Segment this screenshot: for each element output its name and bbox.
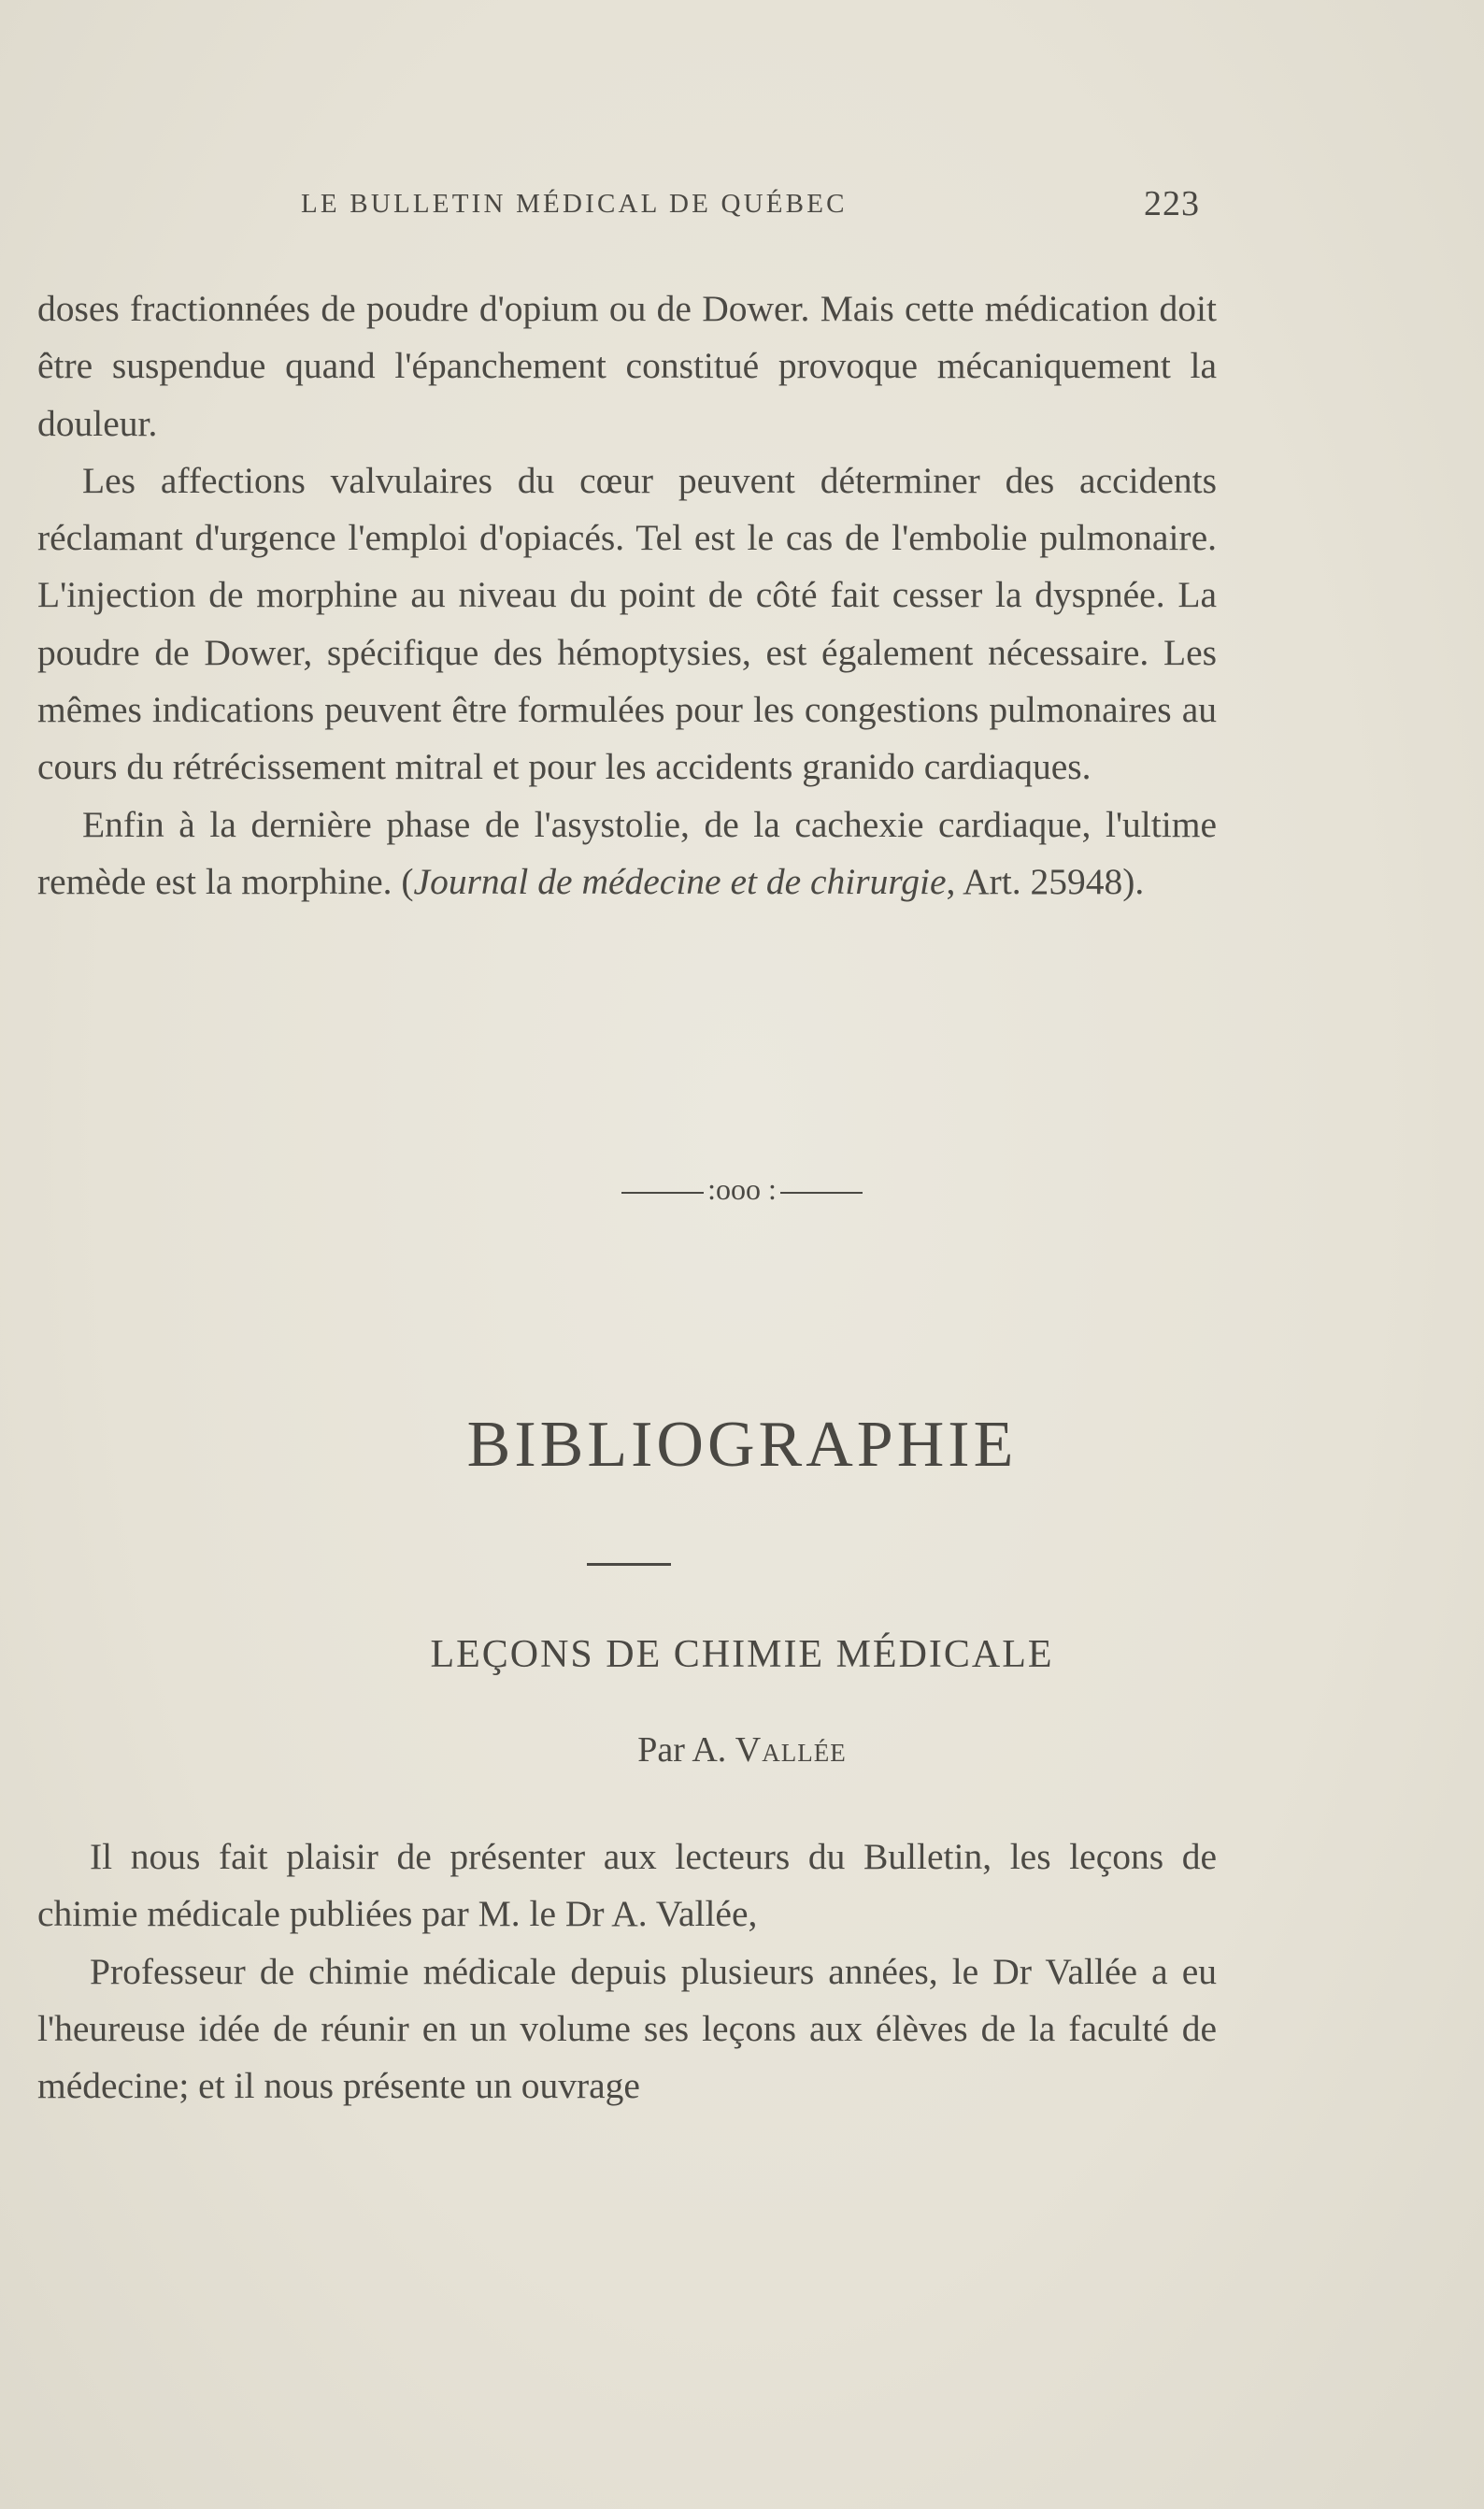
- running-header: [0, 183, 1484, 230]
- heading-rule: [587, 1563, 671, 1566]
- paragraph-text: Enfin à la dernière phase de l'asystolie, de la cachexie cardiaque, l'ultime remède est la morphine. (: [37, 803, 1217, 902]
- book-review: [37, 1828, 1217, 2115]
- separator-dash-right: [780, 1192, 863, 1194]
- page-number: 223: [1144, 184, 1200, 223]
- article-continuation: [37, 280, 1217, 910]
- journal-citation: Journal de médecine et de chirurgie: [413, 860, 947, 902]
- section-separator: [0, 1172, 1484, 1207]
- paragraph-with-citation: [37, 796, 1217, 911]
- paragraph: Professeur de chimie médicale depuis plusieurs années, le Dr Vallée a eu l'heureuse idée de réunir en un volume ses leçons aux élèves de la faculté de médecine; et il nous présente un ouvrage: [37, 1950, 1217, 2107]
- author-line: [0, 1729, 1484, 1771]
- paragraph: Les affections valvulaires du cœur peuvent déterminer des accidents réclamant d'urgence l'emploi d'opiacés. Tel est le cas de l'embolie pulmonaire. L'injection de morphine au niveau du point de côté fait cesser la dyspnée. La poudre de Dower, spécifique des hémoptysies, est également nécessaire. Les mêmes indications peuvent être formulées pour les congestions pulmonaires au cours du rétrécissement mitral et pour les accidents granido cardiaques.: [37, 459, 1217, 788]
- author-prefix: Par A.: [637, 1730, 727, 1770]
- section-heading: BIBLIOGRAPHIE: [466, 1409, 1018, 1481]
- paragraph: doses fractionnées de poudre d'opium ou de Dower. Mais cette médication doit être suspendue quand l'épanchement constitué provoque mécaniquement la douleur.: [37, 288, 1217, 444]
- separator-ornament: :ooo :: [707, 1172, 777, 1206]
- citation-reference: , Art. 25948).: [946, 860, 1145, 902]
- paragraph: Il nous fait plaisir de présenter aux lecteurs du Bulletin, les leçons de chimie médicale publiées par M. le Dr A. Vallée,: [37, 1836, 1217, 1935]
- separator-dash-left: [621, 1192, 704, 1194]
- author-name: Vallée: [735, 1730, 847, 1770]
- journal-title: LE BULLETIN MÉDICAL DE QUÉBEC: [301, 189, 848, 219]
- book-title: LEÇONS DE CHIMIE MÉDICALE: [430, 1633, 1054, 1676]
